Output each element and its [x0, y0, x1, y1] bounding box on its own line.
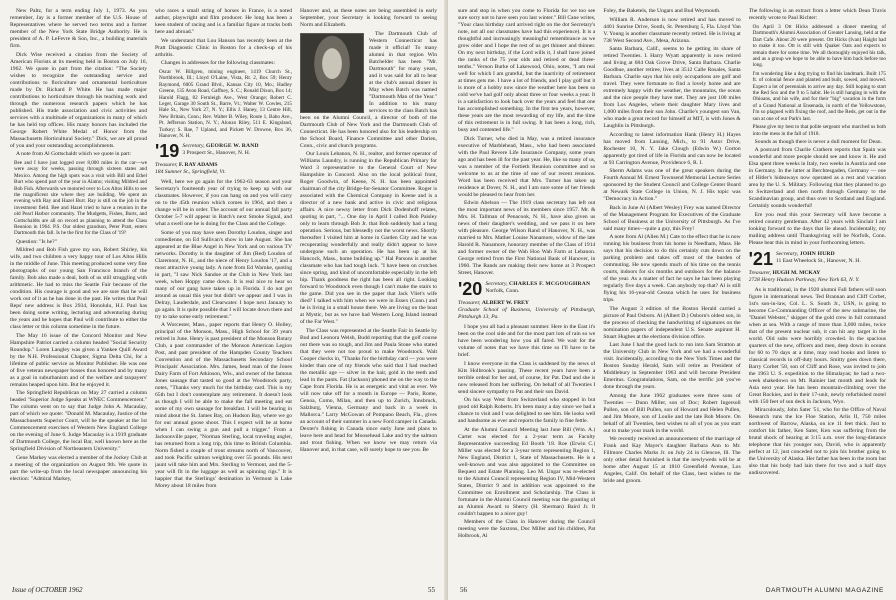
treasurer-name: ALBERT W. FREY [481, 300, 529, 306]
quoted-letter: Oscar W. Billgren, mining engineer, 1419 Church St., Northbrook, Ill.; Lloyd O'Laine, Vista, Rt. 2, Box 59; Henry Raymond, 6005 Grand Blvd., Kansas City 10, Mo.; Hadley Greene, 135 Avon Road, Gaffney, S. C.; Ronald Dixon, Box 14; Harold Flagg, 82 Fernleigh Ave., West Orange; Robert C. Leger, Garage 30 South St., Barre, Vt.; Walter W. Cowles, 215 Hale St., New York 27, N. Y.; Ellis J. Haney, 13 Centre Hill, New Britain, Conn.; Rev. Walter B. Wiley, Route 1, Babo Ave., Pt. Jefferson Station, N. Y.; Alonzo Riley, 511 E. Kingsland, Turkey; S. Rae, 7 Upland, and Pickett W. Drowne, Box 36, Hanover, N. H. [159, 69, 292, 140]
page-number-left: 55 [428, 586, 435, 594]
paragraph: Hanover and, as these notes are being assembled in early September, your Secretary is looking forward to seeing Norm and Elizabeth. [300, 8, 437, 28]
left-columns [10, 8, 437, 573]
paragraph: Miraculously, John Sater '51, who for the Office of Naval Research runs the Ice Floe Station, Arlis II, 750 miles northwest of Barrow, Alaska, on ice 11 feet thick. Just to comfort his father, Ken Sater, Ken was suffering from the brutal shock of hearing at 3:15 a.m. over the long-distance telephone that his younger son, David, who is apparently perfect at 12, just conceded not to join his brother going to the University of Alaska. Her father has been in the room but also that his body had lain there for two and a half days undiscovered. [748, 407, 886, 477]
secretary-name: CHARLES F. MCGOUGHRAN [509, 281, 591, 287]
paragraph: The Dartmouth Club of Western Connecticut has made it official! To many alumni in that region Win Batchelder has been "Mr. Dartmouth" for many years, and it was said for all to hear at the club's annual dinner in May when Batch was named "Dartmouth Man of the Year." In addition to his many services to the class Batch has been on the Alumni Council, a director of both of the Dartmouth Club of New York and the Dartmouth Club of Connecticut. He has been honored also for his leadership on the School Board, Finance Committee and other Darien, Conn., civic and church programs. [300, 30, 437, 149]
paragraph: A note from Al Gottschaldt which we quote in part: [16, 151, 132, 157]
secretary-info [182, 143, 258, 156]
paragraph: Last June I had the good luck to run into Sam Stratton at the University Club in New York and we had a wonderful visit. Incidentally, according to the New York Times and the Boston Sunday Herald, Sam will retire as President of Middlebury in September 1963 and will become President Emeritus. Congratulations, Sam, on the terrific job you've done through the years. [603, 342, 741, 390]
paragraph: A postcard from Charlie Crathern reports that Spain was wonderful and more people should see and know it. He and Elsa spent three weeks in Italy, two weeks in Austria and one in Germany. In the latter at Berchtesgaden, Germany — one of Hitler's hideaways now operated as a rest and vacation area by the U. S. Military. Following that they planned to go to Switzerland and then north through Germany to the Scandinavian group, and thus over to Scotland and England. Certainly sounds wonderful! [748, 147, 886, 210]
class-heading [458, 281, 595, 297]
quoted-letter: I'm wondering like a dog trying to find his landmark. Built 175 ft. of colonial fence and planted and built, sowed, and mowed. Expect a lot of perennials to arrive any day. Still hoping to start the Red Sox and the 9 to 5 habit. He is still hanging in with the Ohioans, and his wife, and for their "big" vacation in the form of a Grand National at Ensenada, in north of the Yellowstone, I'm so plagued with fixing the roof, and the Reds, get out in the sun at one of our Park's last. [752, 70, 886, 122]
class-year: '21 [748, 248, 773, 269]
paragraph: The Class was represented at the Seattle Fair in Seattle by Bud and Leonora Welsh, Budd reporting that the golf course out there was so tough, and Jim and Paula Stone who stated that they were not too proud to make Woodstock. Walt Cooper checks in, "Thanks for the birthday card — you were kinder than one of my friends who said that I had reached the metallic age — silver in the hair, gold in the teeth and lead in the pants. Fat (Jackson) phoned me on the way to the Cape from Florida. He is as energetic and vital as ever. We will now take off for a month in Europe — Paris, Rome, Genoa, Como, Milan, and then up to Zurich, Innsbruck, Salzburg, Vienna, Germany and back in a week in Mallorca." Larry McGowan of Pompano Beach, Fla., gives an account of their summer in a new Ford camper in Canada. Dexter's fishing in Canada since early June and plans to leave here and head for Moosehead Lake and try the salmon and trout fishing. When we know we may return via Hanover and, in that case, will surely hope to see you. Be [300, 327, 437, 453]
paragraph: Foley, the Baketels, the Ungars and Bud Weymouth. [603, 8, 721, 14]
text-column [458, 8, 595, 573]
paragraph: I know everyone in the Class is saddened by the news of Kits Holbrook's passing. These recent years have been a terrible ordeal for her and, of course, for Pat. Dad and she is now released from her suffering. On behalf of all Twenties I send sincere sympathy to Pat and their son David. [458, 360, 596, 395]
secretary-name: GEORGE W. RAND [206, 143, 259, 150]
treasurer-label: Treasurer, [458, 300, 481, 306]
treasurer-name: F. RAY ADAMS [178, 162, 218, 169]
paragraph: Ere you read this your Secretary will have become a retired country gentleman. After 42 years with Sinclair I am looking forward to the days that lie ahead. Incidentally, my mailing address until Thanksgiving will be Norfolk, Conn. Please bear this in mind in your forthcoming letters. [748, 211, 886, 246]
paragraph: I hope you all had a pleasant summer. Here in the East it's been on the cool side and for the most part lots of rain so we have been wondering how you all fared. We wait for the volume of notes that we have this time so I'll have to be brief. [458, 324, 596, 358]
text-column [300, 8, 437, 573]
paragraph: sure and stop in when you come to Florida for we too see sure sorry not to have seen you last winter." Bill Cane writes, "Your class birthday card arrived right on the dot Secretary's note, not all our classmates have had this experience). It is a thoughtful and increasingly meaningful remembrance as we grow older and I hope the rest of us get thinner and thinner. On my next birthday, if the Lord wills it, I shall have joined the ranks of the 75 year olds and retired or dead three-tenths." Vernon Burke of Lakewood, Ohio, notes, "I am real well for which I am grateful, but the inactivity of retirement at times gets me. I have a lot of friends, and I play golf but it is more of a hobby now since the weather here has been so cold we've had golf only about three or four weeks a year. It is a satisfaction to look back over the years and feel that one has accomplished something. In the first ten years, however, these years are the most rewarding of my life, and the time of this retirement is in full swing. It has been a long, rich, busy and contented life." [458, 8, 596, 133]
secretary-name: JOHN HURD [799, 250, 835, 257]
secretary-info [776, 251, 861, 264]
quoted-letter: On April 3 Ott Hicks addressed a dinner meeting of Dartmouth's Alumni Association of Greater Lansing, held at the Dart Cafe. About 20 were present. Ott Hicks (Ivan) Haight had to make it too. Ott is still with Quaker Oats and expects to remain there for some time. We all thoroughly enjoyed his talk, and as a group we hope to be able to have him back before too long. [752, 24, 886, 69]
treasurer-address: Graduate School of Business, University of Pittsburgh, Pittsburgh 13, Pa. [458, 307, 596, 320]
paragraph: Changes in addresses for the following classmates: [161, 60, 276, 66]
secretary-address: Norfolk, Conn. [485, 287, 520, 294]
class-year: '19 [155, 141, 180, 162]
quoted-letter: Bee and I have just logged over 8,000 miles in the car—we were away for weeks, passing through sixteen states and Mexico. Among the high spots was a visit with Bill and Ethel Burt who spend part of the year in Alamo; visiting Mildred and Bob Fish. Afterwards we motored over to Los Altos Hills to see the magnificent site where they are building. We spent an evening with Ray and Hazel Burr. Ray is still on the job in the investment field. Bee and Hazel tried to have a reunion in the old Pearl Harbor community. The Mudgetts, Fishes, Burts, and Gottschaldts are all on record as planning to attend the Class Reunion in 1964. P.S. Our oldest grandson, Peter Pratt, enters Dartmouth this fall. Is he the first for the Class of '19? [14, 160, 147, 237]
magazine-name: DARTMOUTH ALUMNI MAGAZINE [765, 587, 884, 594]
secretary-info [485, 281, 590, 294]
right-footer [460, 586, 884, 594]
text-column [10, 8, 147, 573]
right-page [448, 0, 896, 600]
paragraph: Santa Barbara, Calif., seems to be getting its share of retired Twenties. I. Harry Wyatt apparently is now retired and living at 684 Oak Grove Drive, Santa Barbara. Charlie Goodhue, another retiree, lives at 3512 Calle Rosales, Santa Barbara. Charlie says that his only occupations are golf and travel. They were fortunate to find a lovely home and are extremely happy with the weather, the mountains, the ocean and the nice people they have met. They are just 100 miles from Los Angeles, where their daughter Mary lives and 1,000 miles from their son John. Charlie's youngest son Van, who made a great record for himself at MIT, is with Jones & Laughlin in Pittsburgh. [603, 46, 741, 129]
paragraph: William R. Anderson is now retired and has moved to 4401 Sunrise Drive, South, St. Petersburg 5, Fla. Lloyd Van V. Young is another classmate recently retired. He is living at 738 West Second Ave., Mesa, Arizona. [603, 16, 741, 44]
paragraph: Back in June Al (Albert Wesley) Frey was named Director of the Management Program for Executives of the Graduate School of Business at the University of Pittsburgh. As I've said many times—quite a guy, this Frey! [603, 204, 741, 232]
paragraph: Gene Markey was elected a member of the Jockey Club at a meeting of the organization on August 9th. We quote in part the write-up from the local newspaper announcing his election: "Admiral Markey, [10, 454, 147, 482]
treasurer-label: Treasurer, [155, 162, 178, 169]
paragraph: Sherm Adams was one of the great speakers during the Fourth Annual M. Ernest Townsend Memorial Lecture Series sponsored by the Student Council and College Center Board at Newark State College in Union, N. J. His topic was "Democracy in Action." [603, 168, 741, 202]
treasurer-address: 2728 Henry Hudson Parkway, New York 63, N. Y. [748, 276, 860, 283]
secretary-label: Secretary, [775, 250, 799, 257]
paragraph: Some of you may have seen Dorothy Loudon, singer and comedienne, on Ed Sullivan's show in late August. She has appeared at the Blue Angel in New York and on various TV networks. Dorothy is the daughter of Jim (Red) Loudon of Claremont, N. H., and the niece of Henry Loudon '17, and a most attractive young lady. A note from Ed Warnke, quoting in part, "I saw Nick Sandoe at the Club in New York last week, when Hoppy came down. It is real nice to hear so many of our gang have taken up in Florida. I do not get around as usual this year but didn't we appear and I was in Delray, Lauderdale, and Clearwater. I hope next January to go again. It is quite possible that I will locate down there and try to take some early retirement." [155, 229, 292, 320]
paragraph: Dick Turner, who died in May, was a retired insurance executive of Marblehead, Mass., who had been associated with the Paul Revere Life Insurance Company, some years ago and has been ill for the past year. He, like so many of us, was a member of the Fortieth Reunion committee and so welcome to us at the time of one of our recent reunions. Word has been received that Mrs. Turner has taken up residence at Dover, N. H., and I am sure some of her friends would be pleased to hear from her. [458, 135, 596, 198]
paragraph: Question: "Is he?" [16, 238, 57, 245]
paragraph: Our Louis Lebanon, N. H., realtor, and former operator of Williams Laundry, is running in the Republican Primary for Ward 3 representative to the General Court of New Hampshire in Concord. Also on the local political front, Roger Goodwin, of Keene, N. H. has been appointed chairman of the city Bridge-for-Senator Committee. Roger is associated with the Chemical Company in Keene and is a director of a new bank and active in civic and religious affairs. A nice newsy letter from Dick Dodenhoff relates, quoting in part, "... One day in April I called Bob Paisley only to learn through Bob Jr. that Bob suddenly had a lung operation. Serious, but blessedly not the worst news. Shortly thereafter I visited him at home in Garden City and he was recuperating wonderfully and really didn't appear to have undergone such an operation. He has been up at his Hancock, Mass., home building up." Hal Parsons is another classmate who has had tough luck. "I have been on crutches since spring, and kind of uncomfortable especially in the left hip. Thank goodness the right has been all right. Looking forward to Woodstock even though I can't make the stairs to the game. Did you see in the paper that Jack Vliet's wife died? I talked with him when we were in Essex (Conn.) and he is living in a small house there. We are living on the boat at Mystic, but as we have had Western Long Island instead of the Far West." [300, 151, 437, 325]
paragraph: The May 16 issue of the Concord Monitor and New Hampshire Patriot carried a column headed "Social Security Roundup." Loren Langley was given a Yankee Quill Award by the N.H. Professional Chapter, Sigma Delta Chi, for a lifetime of public service as Monitor Publisher. He was one of five veteran newspaper bosses thus honored and by many as a goal in suburbanism and of the welfare and taxpayers' remains heaped upon him. But he enjoyed it. [10, 332, 147, 388]
secretary-address: 11 East Wheelock St., Hanover, N. H. [775, 257, 861, 264]
paragraph: A note from Al (Allen M.) Cate to the effect that he is now running his business from his home in Needham, Mass. He says that his decision to do this certainly cuts down on the parking problem and takes off most of the burden of commuting. He now spends much of his time on the tennis courts, indoors for six months and outdoors for the balance of the year. As a matter of fact he says he has been playing regularly five days a week. Can anybody top that? Al is still flying his 16-year-old Cessna which he uses for business trips. [603, 234, 741, 303]
secretary-label: Secretary, [485, 281, 508, 287]
page-number-right: 56 [460, 586, 467, 594]
paragraph: Well, here we go again for the 1962-63 season and your Secretary's fourteenth year of trying to keep up with our classmates. However, if you can hang on and you will carry on to the 45th reunion which comes in 1964, and then a change will be in order. The account of our annual fall party October 5-7 will appear in Batch's next Smoke Signal, and what a swell one he is doing for the Class and the College. [155, 179, 292, 228]
text-column [603, 8, 740, 573]
paragraph: New Paltz, for a term ending July 1, 1973. As you remember, Jay is a former member of the U.S. House of Representatives where he served two terms and a former member of the New York State Bridge Authority. He is president of A. P. LeFevre & Son, Inc., a building materials firm. [10, 8, 147, 49]
paragraph: We recently received an announcement of the marriage of Frank and Kay Mayer's daughter Barbara Ann to Mr. Fillmore Charles Marks Jr. on July 24 in Glencoe, Ill. The only other detail furnished is that the newlyweds will be at home after August 15 at 1810 Greenfield Avenue, Los Angeles, Calif. On behalf of the Class, best wishes to the bride and groom. [603, 436, 741, 484]
paragraph: The Springfield Republican on May 27 carried a column headed "Superior Judge Speaks at WNEC Commencement." The column went on to say that Judge John A. Macaulay, part of which we quote: "Donald M. Macaulay, Justice of the Massachusetts Superior Court, will be the speaker at the 1st Commencement exercises of Western New England College on the evening of June 6. Judge Macaulay is a 1919 graduate of Dartmouth College, the local Bar, well known here as the Springfield Division of Northeastern University." [10, 390, 147, 453]
quoted-letter: Please give my best to that polite sergeant who marched us both into the mess in the fall of 1918. [752, 124, 886, 137]
paragraph: who races a small string of horses in France, is a noted author, playwright and film producer. He long has been a keen student of racing and is a familiar figure at tracks both here and abroad." [155, 8, 292, 35]
class-heading [748, 248, 886, 269]
text-column [155, 8, 292, 573]
paragraph: The August 3 edition of the Boston Herald carried a picture of Paul Osborn. Al (Albert D.) Osborn's oldest son, in the process of checking the handwriting of signatures on the nomination papers of independent U.S. Senate aspirant H. Stuart Hughes at the elections division office. [603, 305, 741, 340]
paragraph: Dick Wise received a citation from the Society of American Florists at its meeting held in Boston on July 16, 1962. We quote in part from the citation: "The Society wishes to recognize the outstanding service and contributions to floriculture and ornamental horticulture made by Dr. Richard P. White. He has made major contributions to horticulture through his teaching work and through the numerous research papers which he has published. His trade association and civic activities and services with a multitude of organizations in many of which he has held top offices. His many honors has included the George Robert White Medal of Honor from the Massachusetts Horticultural Society." Dick, we are all proud of you and your outstanding accomplishments. [10, 51, 147, 149]
paragraph: We understand that Lou Hanson has recently been at the Pratt Diagnostic Clinic in Boston for a check-up of his arthritis. [155, 37, 292, 58]
treasurer-info [749, 270, 886, 284]
treasurer-info [155, 162, 292, 176]
paragraph: Edwin Abelson — The 1919 class secretary has left out the most important news of its members since 1957. Mr. & Mrs. H. Tallman of Penacook, N. H., have also given us news of their daughter's wedding, and we pass it on here with pleasure. George Wilson Rand of Hanover, N. H., was married to Mrs. Mather Louise Nanamore, widow of the late Harold R. Nanamore, honorary member of the Class of 1914 and former owner of the Wah Hoo Wah Farm at Lebanon. George retired from the First National Bank of Hanover, in 1960. The Rands are making their new home at 3 Prospect Street, Hanover. [458, 200, 596, 276]
treasurer-label: Treasurer, [748, 269, 772, 276]
paragraph: At the Alumni Council Meeting last June Bill (Wm. A.) Carter was elected for a 2-year term as Faculty Representative succeeding Ed Booth '18. Roe (Erwin C.) Miller was elected for a 3-year term representing Region 1, New England, District 1, State of Massachusetts. He is a well-known and was also appointed to the Committee on Bequest and Estate Planning. Leo M. Ungar was re-elected to the Alumni Council representing Region IV, Mid-Western States, District 9 and in addition was appointed to the Committee on Enrollment and Scholarship. The Class is fortunate in the Alumni Council meeting was the granting of an Alumni Award to Sherry (H. Sherman) Baird Jr. It couldn't happen to a nicer guy! [458, 426, 596, 517]
paragraph: A Worcester, Mass., paper reports that Henry O. Holley, principal of the Monson, Mass., High School for 39 years retired in June. Henry is past president of the Monson Rotary Club, a past commander of the Monson American Legion Post, and past president of the Hampden County Teachers Convention and of the Massachusetts Secondary School Principals' Association. Mrs. James, head man of the Jones Dairy Farm of Fort Atkinson, Wis., and owner of the famous Jones sausage that tasted so good at the Woodstock party, notes, "Thanks very much for the birthday card. This is my 65th but I don't contemplate any retirement. It doesn't look as though I will be able to make the fall meeting and eat some of my own sausage for breakfast. I will be bearing in mind about the St. James Bay, on Hudson Bay, where we go for our annual goose shoot. This I expect will be at home when I can swing a gun and pull a trigger." From a Jacksonville paper, "Norman Sterling, local traveling angler, has returned from a long trip, this time to British Columbia. Norm fished a couple of trout streams north of Vancouver, and took Pacific salmon weighing over 55 pounds. His next jaunt will take him and Mrs. Sterling to Vermont, and the 5-year will fit in the luggage as well as spinning rigs." It is happier that the Sterlings' destination in Vermont is Lake Morey about 18 miles from [155, 322, 292, 490]
class-year: '20 [458, 279, 483, 299]
treasurer-address: 184 Sumner St., Springfield, Vt. [155, 169, 226, 176]
left-footer [12, 586, 435, 594]
paragraph: The following is an extract from a letter which Dean Travis recently wrote to Paul Richter: [748, 8, 886, 21]
paragraph: Members of the Class in Hanover during the Council meeting were the Saxtons, Doc Miller and his children, Pat Holbrook, Al [458, 519, 596, 539]
paragraph: Mildred and Bob Fish gave my son, Robert Shirley, his wife, and two children a very happy tour of Los Altos Hills in the middle of June. This meeting produced some very fine photographs of our young San Francisco branch of the family. Bob also made a deal, both of us still struggling with arithmetic. He had to miss the Seattle Fair because of the condition. His courage is good and we are sure that he will work out of it as he has done in the past. He writes that Paul Reps' new address is Box 2934, Honolulu, H.I. Paul has been doing some writing, lecturing and adventuring during the years and he hopes that Paul will contribute to either the class letter or this column sometime in the future. [10, 247, 147, 331]
portrait-photo [300, 33, 364, 113]
paragraph: As is traditional, in the 1920 alumni Fall fathers will soon figure in international news. Ted Brannan and Cliff Corbet, 1st's son-in-law, Col. L. S. South Jr., USN, is going to become Co-Commanding Officer of the new submarine, the "Daniel Webster," skipper of the gold crew in full command when at sea. With a range of more than 3,000 miles, twice that of the present nuclear sub, it can hit any target in the world. Old subs were horribly crowded. In the spacious quarters of the new, officers and men, deep down in oceans for 60 to 70 days at a time, may read books and listen to classical records in off-duty hours. Smitty goes down there, Barry Corbet '58, son of Cliff and Rose, was invited to join the 1963 U. S. expedition to the Himalayas; he had a two-week shakedown on Mt. Rainier last month and leads for Asia next year. He has been mountain-climbing over the Great Rockies, and in their 17-unit, newly refurbished motel with 150 feet of sun deck in Jackson, Wyo. [748, 286, 886, 405]
secretary-address: 3 Prospect St., Hanover, N. H. [182, 150, 251, 157]
paragraph: Among the June 1962 graduates were three sons of Twenties — Dunn Miller, son of Doc; Robert Ingersoll Pullen, son of Bill Pullen, son of Howard and Helen Pullen, and Jim Moore, son of Loulie and the late Bob Moore. On behalf of all Twenties, best wishes to all of you as you start out to make your mark in the world. [603, 392, 741, 434]
treasurer-name: HUGH M. MCKAY [772, 269, 821, 276]
paragraph: On his way West from Switzerland who stopped in but good old Ralph Roberts. It's been many a day since we had a chance to visit and I was delighted to see him. He looks well and handsome as ever and reports the family in fine fettle. [458, 397, 596, 424]
right-columns [458, 8, 886, 573]
secretary-label: Secretary, [182, 143, 205, 150]
paragraph: According to latest information Hank (Henry H.) Hayes has moved from Lansing, Mich., to 91 Astor Drive, Rochester 10, N. Y. Jake Clough (Edwin W.) Gorton apparently got tired of life in Florida and can now be located at 93 Carrington Avenue, Providence 6, R. I. [603, 131, 741, 166]
text-column [749, 8, 886, 573]
issue-date: Issue of OCTOBER 1962 [12, 586, 83, 594]
class-heading [155, 141, 292, 162]
paragraph: Sounds as though there is never a dull moment for Dean. [754, 138, 882, 145]
treasurer-info [458, 300, 595, 321]
